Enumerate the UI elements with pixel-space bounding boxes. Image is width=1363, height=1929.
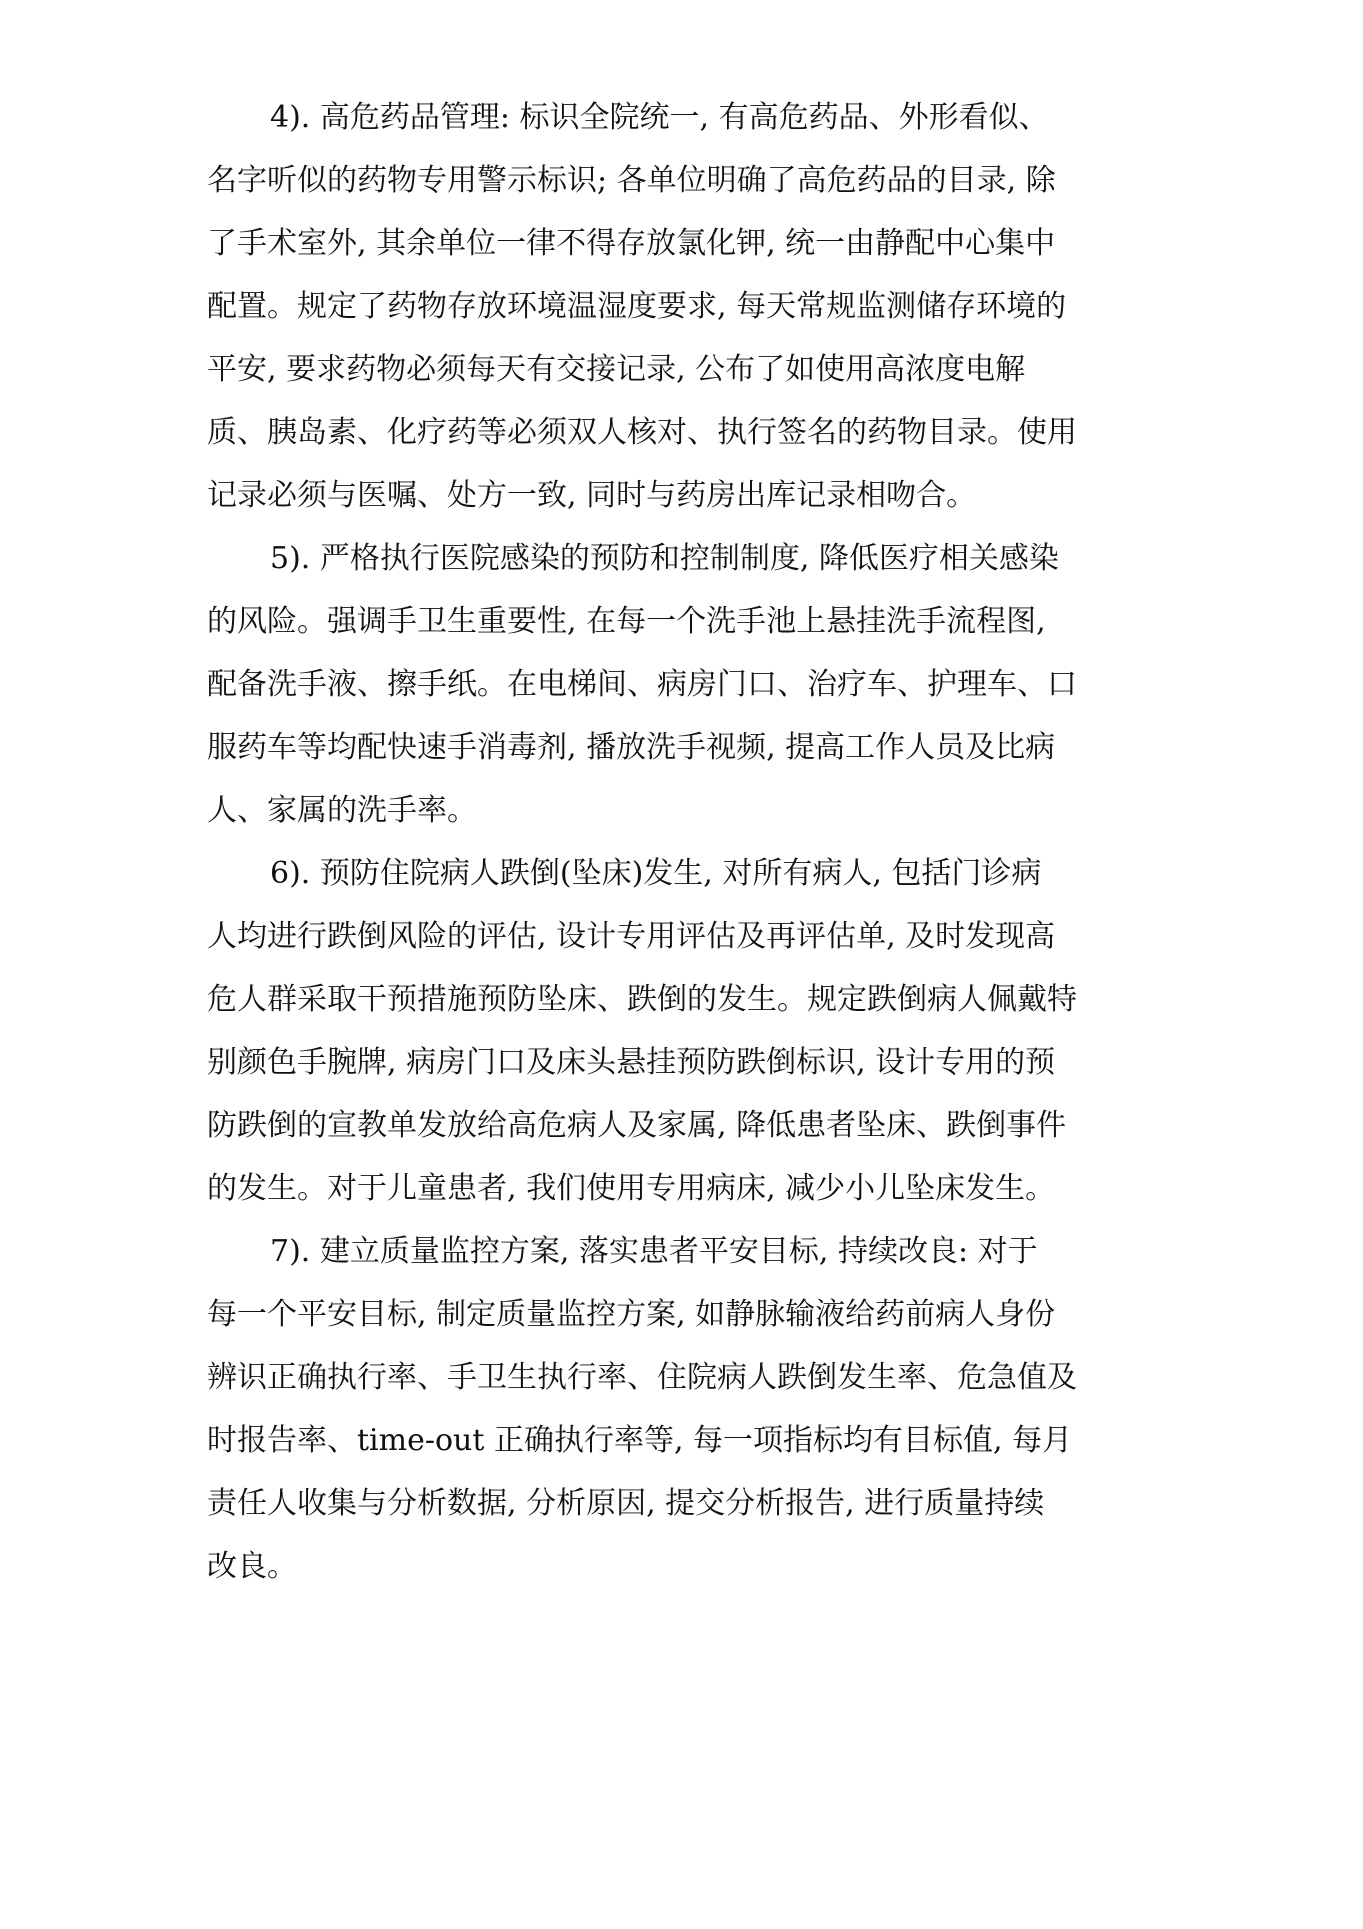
text-line: 质、胰岛素、化疗药等必须双人核对、执行签名的药物目录。使用	[207, 415, 1077, 450]
text-line: 配备洗手液、擦手纸。在电梯间、病房门口、治疗车、护理车、口	[207, 667, 1077, 702]
body-text	[207, 86, 1157, 1598]
paragraph-infection-control	[207, 527, 1157, 842]
text-line: 6). 预防住院病人跌倒(坠床)发生, 对所有病人, 包括门诊病	[270, 856, 1042, 891]
paragraph-fall-prevention	[207, 842, 1157, 1220]
text-line: 人均进行跌倒风险的评估, 设计专用评估及再评估单, 及时发现高	[207, 919, 1056, 954]
text-line: 责任人收集与分析数据, 分析原因, 提交分析报告, 进行质量持续	[207, 1486, 1045, 1521]
text-line: 4). 高危药品管理: 标识全院统一, 有高危药品、外形看似、	[270, 100, 1049, 135]
text-line: 防跌倒的宣教单发放给高危病人及家属, 降低患者坠床、跌倒事件	[207, 1108, 1067, 1143]
text-line: 时报告率、time-out 正确执行率等, 每一项指标均有目标值, 每月	[207, 1423, 1073, 1458]
text-line: 危人群采取干预措施预防坠床、跌倒的发生。规定跌倒病人佩戴特	[207, 982, 1077, 1017]
text-line: 的风险。强调手卫生重要性, 在每一个洗手池上悬挂洗手流程图,	[207, 604, 1046, 639]
text-line: 了手术室外, 其余单位一律不得存放氯化钾, 统一由静配中心集中	[207, 226, 1056, 261]
text-line: 每一个平安目标, 制定质量监控方案, 如静脉输液给药前病人身份	[207, 1297, 1056, 1332]
text-line: 5). 严格执行医院感染的预防和控制制度, 降低医疗相关感染	[270, 541, 1059, 576]
text-line: 别颜色手腕牌, 病房门口及床头悬挂预防跌倒标识, 设计专用的预	[207, 1045, 1056, 1080]
paragraph-high-risk-drugs	[207, 86, 1157, 527]
text-line: 名字听似的药物专用警示标识; 各单位明确了高危药品的目录, 除	[207, 163, 1056, 198]
text-line: 辨识正确执行率、手卫生执行率、住院病人跌倒发生率、危急值及	[207, 1360, 1077, 1395]
text-line: 平安, 要求药物必须每天有交接记录, 公布了如使用高浓度电解	[207, 352, 1026, 387]
paragraph-quality-monitoring	[207, 1220, 1157, 1598]
text-line: 记录必须与医嘱、处方一致, 同时与药房出库记录相吻合。	[207, 478, 977, 513]
text-line: 改良。	[207, 1549, 297, 1584]
text-line: 人、家属的洗手率。	[207, 793, 477, 828]
text-line: 的发生。对于儿童患者, 我们使用专用病床, 减少小儿坠床发生。	[207, 1171, 1056, 1206]
text-line: 服药车等均配快速手消毒剂, 播放洗手视频, 提高工作人员及比病	[207, 730, 1056, 765]
text-line: 配置。规定了药物存放环境温湿度要求, 每天常规监测储存环境的	[207, 289, 1067, 324]
text-line: 7). 建立质量监控方案, 落实患者平安目标, 持续改良: 对于	[270, 1234, 1038, 1269]
